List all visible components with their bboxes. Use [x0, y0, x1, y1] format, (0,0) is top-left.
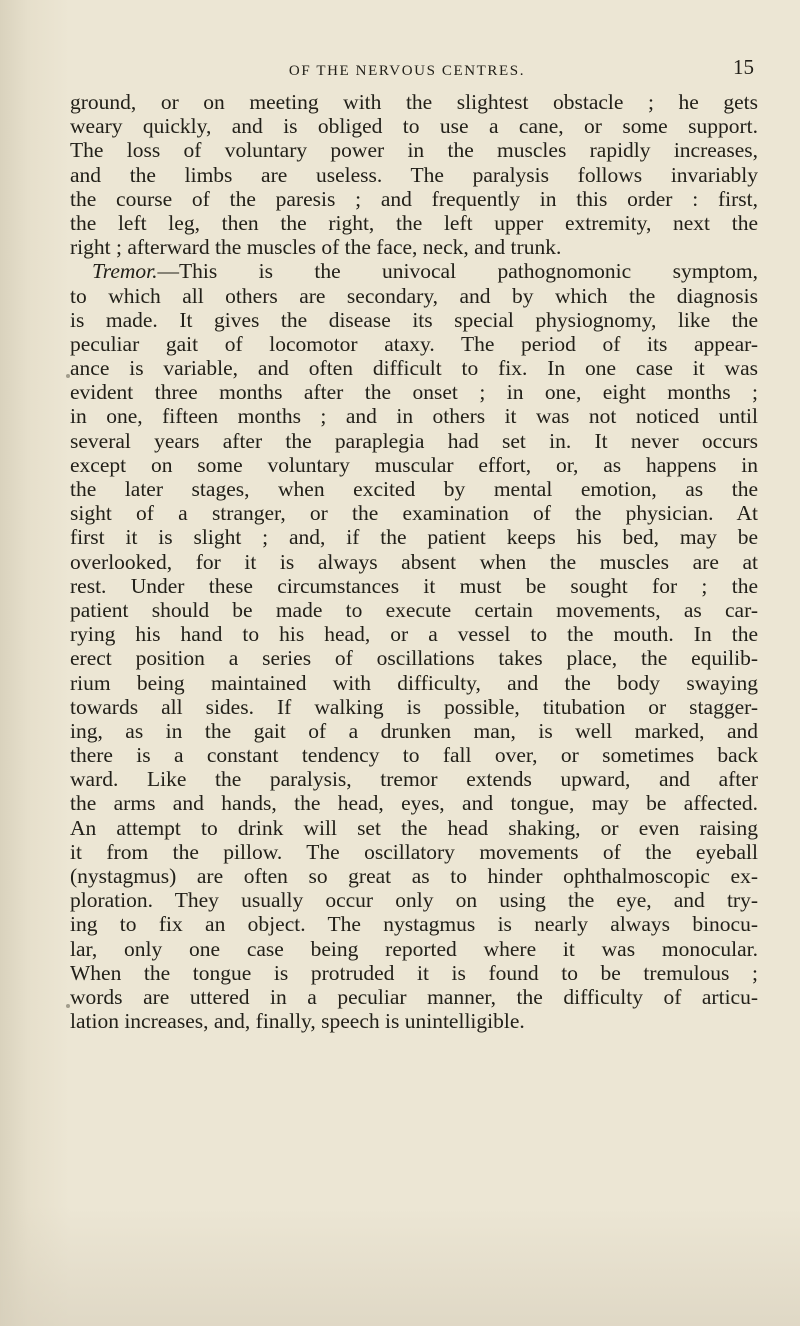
text-line: When the tongue is protruded it is found to be tremulous ;	[70, 960, 758, 985]
tremor-paragraph-start	[70, 259, 758, 283]
text-line: ance is variable, and often difficult to fix. In one case it was	[70, 356, 758, 381]
text-line: to which all others are secondary, and by which the diagnosis	[70, 283, 758, 308]
text-line: towards all sides. If walking is possible, titubation or stagger-	[70, 694, 758, 719]
text-line: An attempt to drink will set the head shaking, or even raising	[70, 815, 758, 840]
text-line: ing, as in the gait of a drunken man, is well marked, and	[70, 718, 758, 743]
text-line: first it is slight ; and, if the patient keeps his bed, may be	[70, 525, 758, 550]
print-speck	[66, 374, 70, 378]
text-line: the later stages, when excited by mental emotion, as the	[70, 477, 758, 501]
text-line: lation increases, and, finally, speech is unintelligible.	[70, 1009, 525, 1034]
text-line: evident three months after the onset ; in one, eight months ;	[70, 380, 758, 405]
page-bottom-shade	[0, 1206, 800, 1326]
tremor-line-rest: —This is the univocal pathognomonic symptom,	[157, 259, 758, 284]
page-number: 15	[733, 55, 754, 79]
text-line: weary quickly, and is obliged to use a cane, or some support.	[70, 114, 758, 139]
text-line: except on some voluntary muscular effort, or, as happens in	[70, 452, 758, 477]
text-line: ward. Like the paralysis, tremor extends upward, and after	[70, 767, 758, 792]
text-line: ing to fix an object. The nystagmus is nearly always binocu-	[70, 912, 758, 937]
text-line: lar, only one case being reported where it was monocular.	[70, 936, 758, 961]
text-line: the course of the paresis ; and frequently in this order : first,	[70, 186, 758, 211]
text-line: patient should be made to execute certain movements, as car-	[70, 597, 758, 622]
text-line: words are uttered in a peculiar manner, the difficulty of articu-	[70, 984, 758, 1009]
text-line: right ; afterward the muscles of the face, neck, and trunk.	[70, 235, 562, 260]
text-line: ground, or on meeting with the slightest obstacle ; he gets	[70, 90, 758, 114]
page-gutter-shadow	[0, 0, 70, 1326]
text-line: the arms and hands, the head, eyes, and tongue, may be affected.	[70, 791, 758, 816]
text-line: it from the pillow. The oscillatory movements of the eyeball	[70, 839, 758, 864]
text-line: ploration. They usually occur only on using the eye, and try-	[70, 888, 758, 913]
print-speck	[66, 1004, 70, 1008]
text-line: The loss of voluntary power in the muscles rapidly increases,	[70, 138, 758, 163]
text-line: there is a constant tendency to fall over, or sometimes back	[70, 743, 758, 768]
text-line: rest. Under these circumstances it must be sought for ; the	[70, 573, 758, 598]
text-line: is made. It gives the disease its special physiognomy, like the	[70, 307, 758, 332]
text-line: erect position a series of oscillations takes place, the equilib-	[70, 646, 758, 671]
text-line: peculiar gait of locomotor ataxy. The period of its appear-	[70, 331, 758, 356]
text-line: rium being maintained with difficulty, and the body swaying	[70, 670, 758, 695]
text-line: the left leg, then the right, the left upper extremity, next the	[70, 210, 758, 235]
running-title: OF THE NERVOUS CENTRES.	[288, 63, 526, 79]
text-line: (nystagmus) are often so great as to hinder ophthalmoscopic ex-	[70, 864, 758, 888]
running-head	[60, 55, 754, 84]
tremor-heading: Tremor.	[92, 259, 158, 284]
text-line: several years after the paraplegia had set in. It never occurs	[70, 428, 758, 453]
text-line: overlooked, for it is always absent when the muscles are at	[70, 549, 758, 574]
text-line: rying his hand to his head, or a vessel to the mouth. In the	[70, 622, 758, 647]
body-text	[70, 90, 758, 1033]
text-line: in one, fifteen months ; and in others it was not noticed until	[70, 404, 758, 429]
text-line: and the limbs are useless. The paralysis follows invariably	[70, 162, 758, 187]
text-line: sight of a stranger, or the examination of the physician. At	[70, 501, 758, 526]
